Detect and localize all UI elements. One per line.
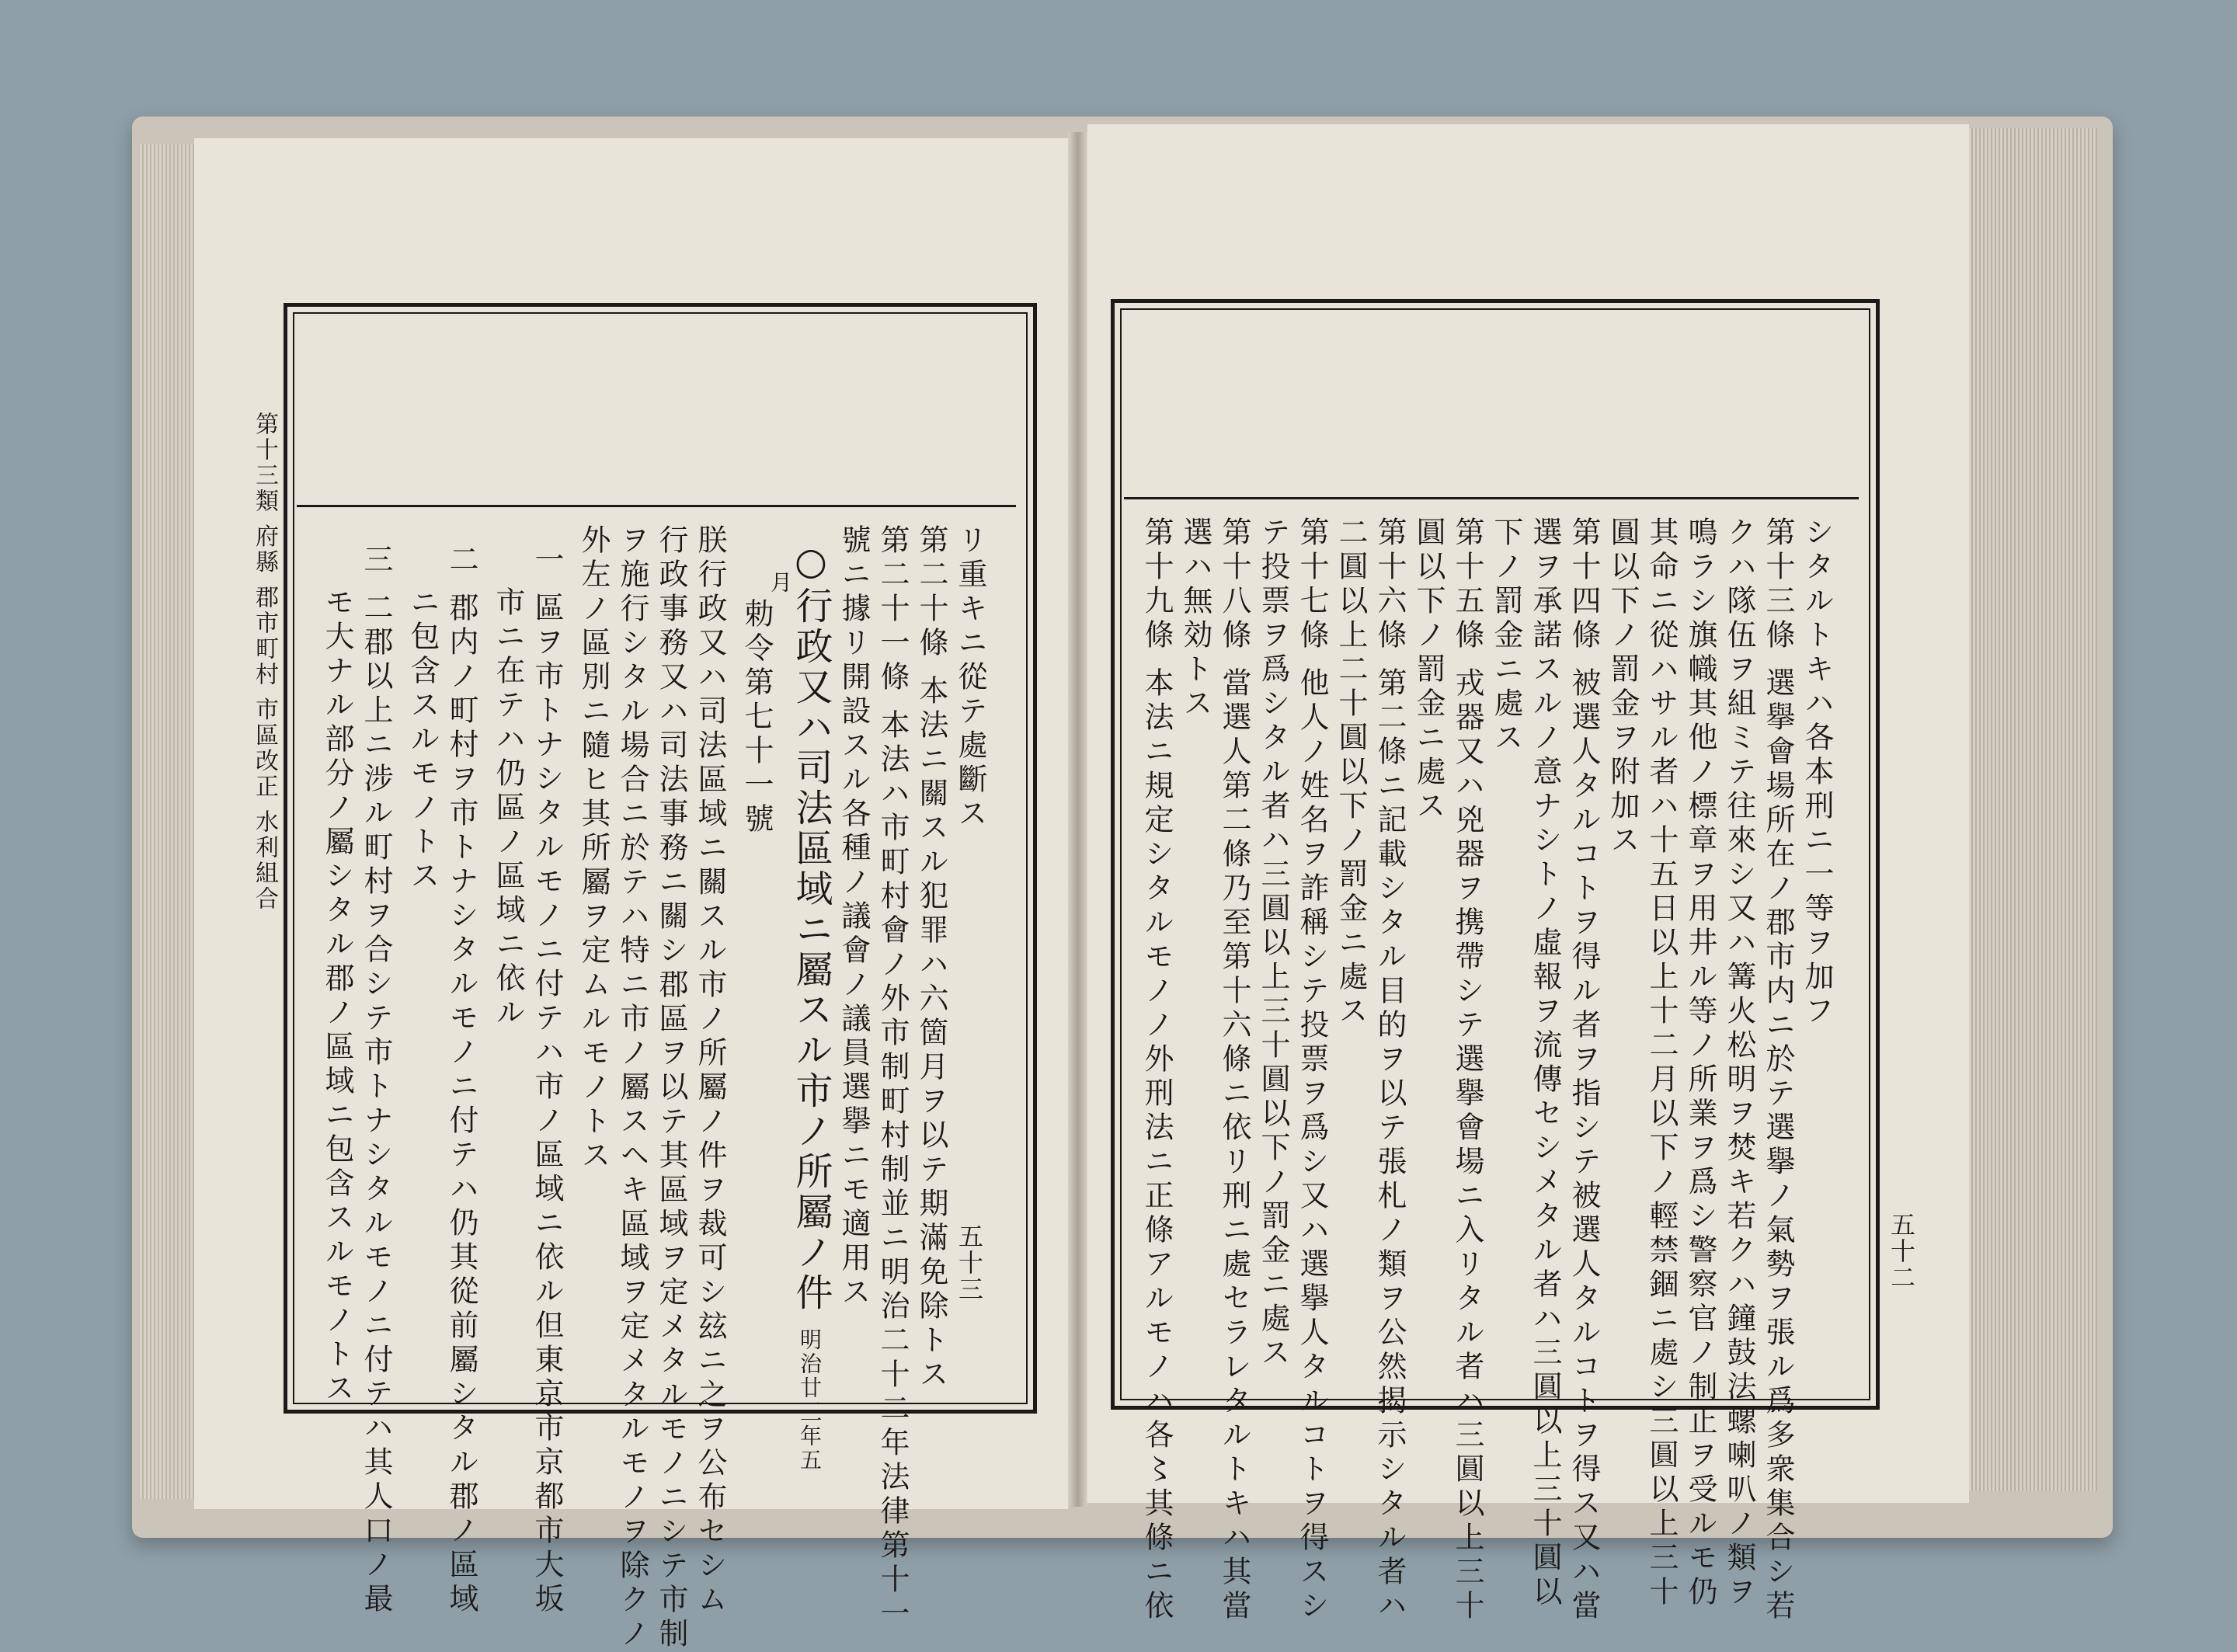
left-col: 第二十條 本法ニ關スル犯罪ハ六箇月ヲ以テ期滿免除トス	[914, 524, 948, 1393]
left-col: 外左ノ區別ニ隨ヒ其所屬ヲ定ムルモノトス	[576, 524, 611, 1174]
right-col: 圓以下ノ罰金ヲ附加ス	[1606, 516, 1640, 858]
page-edge-left	[140, 144, 198, 1499]
right-col: 第十五條 戎器又ハ兇器ヲ携帶シテ選擧會場ニ入リタル者ハ三圓以上三十	[1450, 516, 1484, 1625]
left-page-number: 五十三	[955, 1223, 984, 1302]
left-col: 朕行政又ハ司法區域ニ關スル市ノ所屬ノ件ヲ裁可シ玆ニ之ヲ公布セシム	[693, 524, 727, 1618]
page-edge-right	[1965, 128, 2097, 1491]
right-col: 第十六條 第二條ニ記載シタル目的ヲ以テ張札ノ類ヲ公然揭示シタル者ハ	[1372, 516, 1407, 1625]
left-col: 第二十一條 本法ハ市町村會ノ外市制町村制並ニ明治二十二年法律第十一	[875, 524, 910, 1633]
right-col: 圓以下ノ罰金ニ處ス	[1411, 516, 1446, 824]
left-col: 市ニ在テハ仍區ノ區域ニ依ル	[491, 586, 525, 1031]
left-col: リ重キニ從テ處斷ス	[953, 524, 987, 832]
right-col: 下ノ罰金ニ處ス	[1489, 516, 1523, 756]
running-head: 第十三類 府縣 郡市町村 市區改正 水利組合	[251, 412, 278, 913]
right-page-number: 五十二	[1887, 1212, 1916, 1291]
right-col: 選ヲ承諾スルノ意ナシトノ虛報ヲ流傳セシメタル者ハ三圓以上三十圓以	[1528, 516, 1562, 1610]
book-gutter	[1068, 132, 1087, 1507]
left-col: 三 二郡以上ニ涉ル町村ヲ合シテ市トナシタルモノニ付テハ其人口ノ最	[359, 544, 393, 1618]
right-col: クハ隊伍ヲ組ミテ往來シ又ハ篝火松明ヲ焚キ若クハ鐘鼓法螺喇叭ノ類ヲ	[1722, 516, 1756, 1610]
right-col: 鳴ラシ旗幟其他ノ標章ヲ用井ル等ノ所業ヲ爲シ警察官ノ制止ヲ受ルモ仍	[1683, 516, 1717, 1610]
right-col: 二圓以上二十圓以下ノ罰金ニ處ス	[1334, 516, 1368, 1029]
left-date-note: 明治廿三年五	[797, 1328, 823, 1473]
left-header-rule	[297, 505, 1016, 507]
left-col: 勅令第七十一號	[739, 598, 774, 837]
right-col: 第十三條 選擧會場所在ノ郡市内ニ於テ選擧ノ氣勢ヲ張ル爲多衆集合シ若	[1761, 516, 1795, 1625]
right-col: シタルトキハ各本刑ニ一等ヲ加フ	[1800, 516, 1834, 1029]
left-col: 號ニ據リ開設スル各種ノ議會ノ議員選擧ニモ適用ス	[837, 524, 871, 1310]
left-col: 一 區ヲ市トナシタルモノニ付テハ市ノ區域ニ依ル但東京市京都市大坂	[530, 544, 564, 1618]
left-col: ヲ施行シタル場合ニ於テハ特ニ市ノ屬スヘキ區域ヲ定メタルモノヲ除クノ	[615, 524, 649, 1652]
left-col: モ大ナル部分ノ屬シタル郡ノ區域ニ包含スルモノトス	[320, 586, 354, 1407]
left-col: 二 郡内ノ町村ヲ市トナシタルモノニ付テハ仍其從前屬シタル郡ノ區域	[444, 544, 478, 1618]
left-date-note-cont: 月	[767, 571, 793, 595]
left-col: 行政事務又ハ司法事務ニ關シ郡區ヲ以テ其區域ヲ定メタルモノニシテ市制	[654, 524, 688, 1652]
right-col: 選ハ無効トス	[1178, 516, 1212, 722]
left-section-title: ○行政又ハ司法區域ニ屬スル市ノ所屬ノ件	[789, 540, 833, 1313]
right-header-rule	[1124, 497, 1859, 499]
right-col: 第十四條 被選人タルコトヲ得ル者ヲ指シテ被選人タルコトヲ得ス又ハ當	[1567, 516, 1601, 1625]
right-col: 第十九條 本法ニ規定シタルモノノ外刑法ニ正條アルモノハ各〻其條ニ依	[1139, 516, 1174, 1625]
right-col: テ投票ヲ爲シタル者ハ三圓以上三十圓以下ノ罰金ニ處ス	[1256, 516, 1290, 1371]
right-col: 其命ニ從ハサル者ハ十五日以上十二月以下ノ輕禁錮ニ處シ三圓以上三十	[1644, 516, 1679, 1610]
right-col: 第十八條 當選人第二條乃至第十六條ニ依リ刑ニ處セラレタルトキハ其當	[1217, 516, 1251, 1625]
left-col: ニ包含スルモノトス	[405, 586, 440, 894]
right-col: 第十七條 他人ノ姓名ヲ詐稱シテ投票ヲ爲シ又ハ選擧人タルコトヲ得スシ	[1295, 516, 1329, 1625]
